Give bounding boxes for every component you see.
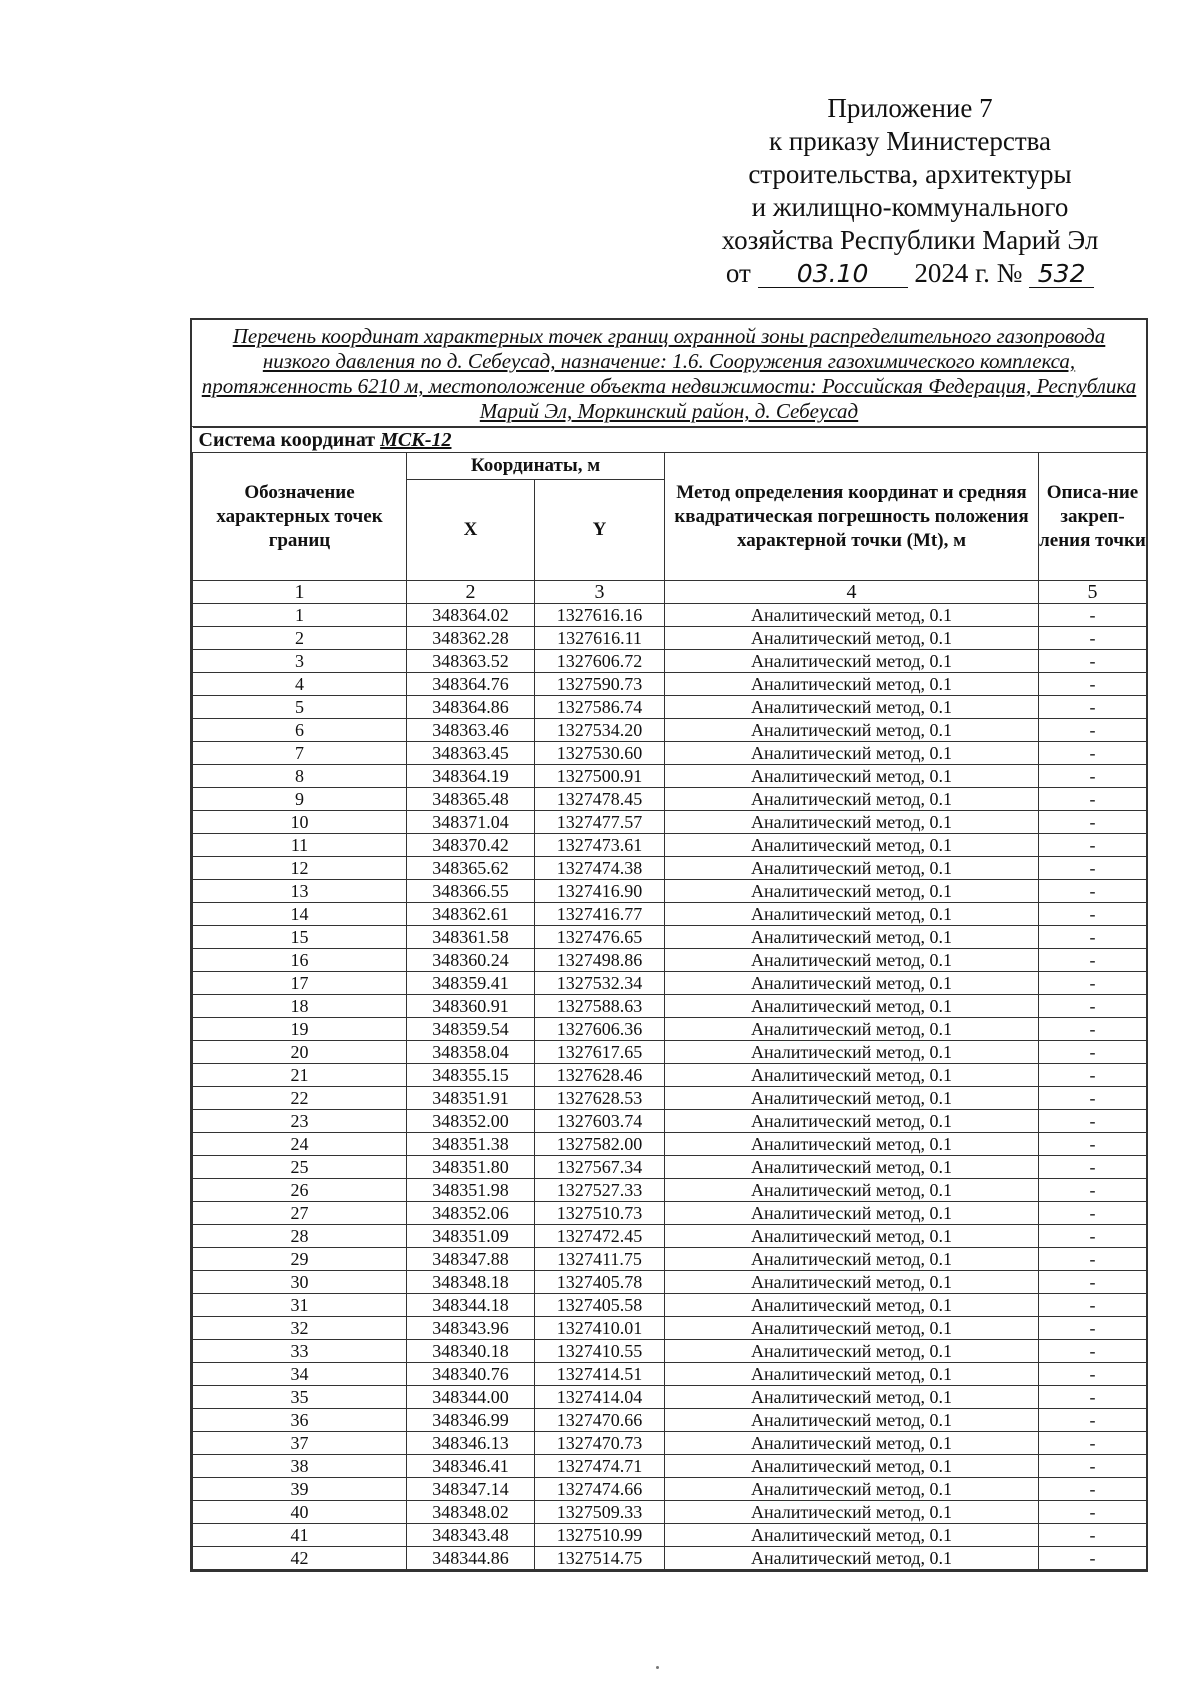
table-row xyxy=(193,696,1147,719)
table-row xyxy=(193,1179,1147,1202)
cell-description: - xyxy=(1039,1547,1147,1570)
cell-point-number: 11 xyxy=(193,834,407,857)
cell-coord-y: 1327414.04 xyxy=(535,1386,665,1409)
cell-method: Аналитический метод, 0.1 xyxy=(665,627,1039,650)
cell-coord-x: 348363.52 xyxy=(407,650,535,673)
table-row xyxy=(193,1455,1147,1478)
table-row xyxy=(193,1271,1147,1294)
col-header-description: Описа-ние закреп-ления точки xyxy=(1039,453,1147,581)
cell-description: - xyxy=(1039,880,1147,903)
table-row xyxy=(193,1064,1147,1087)
cell-method: Аналитический метод, 0.1 xyxy=(665,811,1039,834)
cell-point-number: 2 xyxy=(193,627,407,650)
table-row xyxy=(193,972,1147,995)
coordinate-system-value: МСК-12 xyxy=(380,428,452,451)
cell-coord-y: 1327510.99 xyxy=(535,1524,665,1547)
cell-coord-x: 348366.55 xyxy=(407,880,535,903)
cell-coord-y: 1327411.75 xyxy=(535,1248,665,1271)
cell-point-number: 22 xyxy=(193,1087,407,1110)
cell-point-number: 18 xyxy=(193,995,407,1018)
table-row xyxy=(193,604,1147,627)
cell-coord-x: 348346.41 xyxy=(407,1455,535,1478)
cell-coord-y: 1327532.34 xyxy=(535,972,665,995)
cell-point-number: 40 xyxy=(193,1501,407,1524)
cell-coord-x: 348364.86 xyxy=(407,696,535,719)
cell-point-number: 14 xyxy=(193,903,407,926)
cell-coord-y: 1327474.66 xyxy=(535,1478,665,1501)
cell-coord-y: 1327477.57 xyxy=(535,811,665,834)
cell-description: - xyxy=(1039,788,1147,811)
cell-description: - xyxy=(1039,1133,1147,1156)
cell-method: Аналитический метод, 0.1 xyxy=(665,1110,1039,1133)
cell-description: - xyxy=(1039,811,1147,834)
cell-method: Аналитический метод, 0.1 xyxy=(665,1386,1039,1409)
cell-description: - xyxy=(1039,949,1147,972)
table-row xyxy=(193,1340,1147,1363)
cell-description: - xyxy=(1039,1087,1147,1110)
cell-point-number: 42 xyxy=(193,1547,407,1570)
order-date-line xyxy=(700,257,1120,290)
cell-method: Аналитический метод, 0.1 xyxy=(665,1524,1039,1547)
table-row xyxy=(193,1409,1147,1432)
appendix-header xyxy=(700,92,1120,290)
cell-description: - xyxy=(1039,1386,1147,1409)
cell-point-number: 5 xyxy=(193,696,407,719)
cell-point-number: 37 xyxy=(193,1432,407,1455)
column-number: 5 xyxy=(1039,581,1147,604)
cell-description: - xyxy=(1039,1271,1147,1294)
cell-point-number: 17 xyxy=(193,972,407,995)
cell-point-number: 19 xyxy=(193,1018,407,1041)
cell-description: - xyxy=(1039,1478,1147,1501)
cell-method: Аналитический метод, 0.1 xyxy=(665,742,1039,765)
table-row xyxy=(193,1156,1147,1179)
cell-description: - xyxy=(1039,627,1147,650)
cell-description: - xyxy=(1039,834,1147,857)
cell-method: Аналитический метод, 0.1 xyxy=(665,1156,1039,1179)
cell-description: - xyxy=(1039,1409,1147,1432)
cell-description: - xyxy=(1039,1317,1147,1340)
cell-method: Аналитический метод, 0.1 xyxy=(665,1087,1039,1110)
cell-coord-y: 1327510.73 xyxy=(535,1202,665,1225)
cell-method: Аналитический метод, 0.1 xyxy=(665,995,1039,1018)
table-row xyxy=(193,719,1147,742)
cell-description: - xyxy=(1039,604,1147,627)
cell-coord-y: 1327414.51 xyxy=(535,1363,665,1386)
coordinates-table-frame xyxy=(190,318,1148,1572)
cell-coord-x: 348370.42 xyxy=(407,834,535,857)
cell-description: - xyxy=(1039,1110,1147,1133)
cell-description: - xyxy=(1039,926,1147,949)
table-row xyxy=(193,857,1147,880)
cell-description: - xyxy=(1039,1501,1147,1524)
cell-method: Аналитический метод, 0.1 xyxy=(665,1363,1039,1386)
cell-coord-x: 348346.13 xyxy=(407,1432,535,1455)
cell-method: Аналитический метод, 0.1 xyxy=(665,834,1039,857)
cell-description: - xyxy=(1039,673,1147,696)
cell-point-number: 25 xyxy=(193,1156,407,1179)
cell-coord-y: 1327476.65 xyxy=(535,926,665,949)
cell-point-number: 6 xyxy=(193,719,407,742)
order-number: 532 xyxy=(1029,261,1094,288)
cell-coord-y: 1327498.86 xyxy=(535,949,665,972)
cell-point-number: 39 xyxy=(193,1478,407,1501)
cell-point-number: 20 xyxy=(193,1041,407,1064)
table-row xyxy=(193,650,1147,673)
cell-description: - xyxy=(1039,1363,1147,1386)
cell-coord-x: 348352.06 xyxy=(407,1202,535,1225)
cell-coord-x: 348351.80 xyxy=(407,1156,535,1179)
cell-coord-x: 348344.00 xyxy=(407,1386,535,1409)
cell-point-number: 16 xyxy=(193,949,407,972)
column-number: 4 xyxy=(665,581,1039,604)
cell-coord-y: 1327617.65 xyxy=(535,1041,665,1064)
table-row xyxy=(193,834,1147,857)
cell-method: Аналитический метод, 0.1 xyxy=(665,903,1039,926)
header-line: и жилищно-коммунального xyxy=(751,192,1069,222)
column-number: 3 xyxy=(535,581,665,604)
cell-coord-x: 348344.86 xyxy=(407,1547,535,1570)
cell-description: - xyxy=(1039,1179,1147,1202)
cell-method: Аналитический метод, 0.1 xyxy=(665,1179,1039,1202)
cell-coord-x: 348351.09 xyxy=(407,1225,535,1248)
cell-coord-x: 348351.91 xyxy=(407,1087,535,1110)
cell-description: - xyxy=(1039,742,1147,765)
cell-coord-x: 348352.00 xyxy=(407,1110,535,1133)
table-row xyxy=(193,1041,1147,1064)
cell-coord-x: 348362.28 xyxy=(407,627,535,650)
cell-coord-y: 1327603.74 xyxy=(535,1110,665,1133)
cell-coord-x: 348359.54 xyxy=(407,1018,535,1041)
cell-point-number: 15 xyxy=(193,926,407,949)
cell-description: - xyxy=(1039,972,1147,995)
table-row xyxy=(193,1317,1147,1340)
cell-point-number: 13 xyxy=(193,880,407,903)
table-row xyxy=(193,788,1147,811)
cell-method: Аналитический метод, 0.1 xyxy=(665,972,1039,995)
table-row xyxy=(193,1501,1147,1524)
cell-method: Аналитический метод, 0.1 xyxy=(665,1340,1039,1363)
cell-method: Аналитический метод, 0.1 xyxy=(665,1455,1039,1478)
coordinate-system-row xyxy=(193,428,1147,453)
cell-point-number: 30 xyxy=(193,1271,407,1294)
cell-description: - xyxy=(1039,696,1147,719)
cell-coord-y: 1327527.33 xyxy=(535,1179,665,1202)
cell-coord-y: 1327478.45 xyxy=(535,788,665,811)
cell-method: Аналитический метод, 0.1 xyxy=(665,1432,1039,1455)
cell-coord-y: 1327616.11 xyxy=(535,627,665,650)
cell-coord-x: 348362.61 xyxy=(407,903,535,926)
cell-coord-y: 1327616.16 xyxy=(535,604,665,627)
col-header-coordinates: Координаты, м xyxy=(407,453,665,480)
cell-point-number: 32 xyxy=(193,1317,407,1340)
cell-point-number: 4 xyxy=(193,673,407,696)
cell-coord-y: 1327509.33 xyxy=(535,1501,665,1524)
cell-method: Аналитический метод, 0.1 xyxy=(665,1133,1039,1156)
cell-point-number: 21 xyxy=(193,1064,407,1087)
table-row xyxy=(193,1225,1147,1248)
cell-point-number: 12 xyxy=(193,857,407,880)
cell-coord-y: 1327628.53 xyxy=(535,1087,665,1110)
cell-coord-x: 348365.48 xyxy=(407,788,535,811)
cell-method: Аналитический метод, 0.1 xyxy=(665,765,1039,788)
cell-description: - xyxy=(1039,1018,1147,1041)
cell-coord-y: 1327410.01 xyxy=(535,1317,665,1340)
cell-coord-x: 348364.02 xyxy=(407,604,535,627)
table-row xyxy=(193,949,1147,972)
cell-description: - xyxy=(1039,1248,1147,1271)
table-row xyxy=(193,1110,1147,1133)
cell-coord-y: 1327472.45 xyxy=(535,1225,665,1248)
table-row xyxy=(193,1524,1147,1547)
table-row xyxy=(193,995,1147,1018)
cell-description: - xyxy=(1039,1340,1147,1363)
cell-point-number: 33 xyxy=(193,1340,407,1363)
cell-method: Аналитический метод, 0.1 xyxy=(665,1202,1039,1225)
cell-coord-y: 1327405.58 xyxy=(535,1294,665,1317)
table-row xyxy=(193,1547,1147,1570)
cell-coord-y: 1327474.38 xyxy=(535,857,665,880)
cell-coord-x: 348355.15 xyxy=(407,1064,535,1087)
table-row xyxy=(193,1018,1147,1041)
cell-coord-x: 348371.04 xyxy=(407,811,535,834)
order-date: 03.10 xyxy=(758,261,908,288)
scan-speck xyxy=(656,1666,659,1669)
cell-method: Аналитический метод, 0.1 xyxy=(665,1501,1039,1524)
cell-description: - xyxy=(1039,1064,1147,1087)
cell-coord-y: 1327410.55 xyxy=(535,1340,665,1363)
cell-method: Аналитический метод, 0.1 xyxy=(665,1271,1039,1294)
table-body xyxy=(193,604,1147,1570)
cell-coord-y: 1327416.90 xyxy=(535,880,665,903)
cell-coord-y: 1327416.77 xyxy=(535,903,665,926)
cell-coord-x: 348348.02 xyxy=(407,1501,535,1524)
coordinate-system-label: Система координат xyxy=(198,428,376,451)
column-number: 2 xyxy=(407,581,535,604)
cell-coord-x: 348347.88 xyxy=(407,1248,535,1271)
cell-coord-y: 1327628.46 xyxy=(535,1064,665,1087)
header-line: к приказу Министерства xyxy=(768,126,1052,156)
date-prefix: от xyxy=(725,258,751,288)
cell-coord-y: 1327588.63 xyxy=(535,995,665,1018)
cell-coord-y: 1327606.36 xyxy=(535,1018,665,1041)
cell-description: - xyxy=(1039,1202,1147,1225)
cell-coord-y: 1327474.71 xyxy=(535,1455,665,1478)
cell-method: Аналитический метод, 0.1 xyxy=(665,1041,1039,1064)
cell-description: - xyxy=(1039,1455,1147,1478)
coordinate-system xyxy=(193,428,1147,453)
cell-description: - xyxy=(1039,1432,1147,1455)
cell-point-number: 41 xyxy=(193,1524,407,1547)
cell-point-number: 29 xyxy=(193,1248,407,1271)
cell-coord-x: 348347.14 xyxy=(407,1478,535,1501)
cell-coord-x: 348346.99 xyxy=(407,1409,535,1432)
coordinates-table xyxy=(192,427,1147,1570)
cell-coord-x: 348348.18 xyxy=(407,1271,535,1294)
cell-point-number: 1 xyxy=(193,604,407,627)
cell-coord-y: 1327590.73 xyxy=(535,673,665,696)
cell-method: Аналитический метод, 0.1 xyxy=(665,880,1039,903)
cell-coord-x: 348340.76 xyxy=(407,1363,535,1386)
cell-coord-x: 348358.04 xyxy=(407,1041,535,1064)
cell-description: - xyxy=(1039,903,1147,926)
cell-coord-y: 1327405.78 xyxy=(535,1271,665,1294)
cell-coord-x: 348343.96 xyxy=(407,1317,535,1340)
cell-coord-x: 348364.19 xyxy=(407,765,535,788)
cell-coord-y: 1327473.61 xyxy=(535,834,665,857)
cell-coord-y: 1327530.60 xyxy=(535,742,665,765)
cell-point-number: 23 xyxy=(193,1110,407,1133)
header-line: Приложение 7 xyxy=(827,93,993,123)
cell-method: Аналитический метод, 0.1 xyxy=(665,696,1039,719)
cell-method: Аналитический метод, 0.1 xyxy=(665,1409,1039,1432)
cell-coord-x: 348351.38 xyxy=(407,1133,535,1156)
table-row xyxy=(193,880,1147,903)
cell-point-number: 35 xyxy=(193,1386,407,1409)
cell-description: - xyxy=(1039,857,1147,880)
cell-description: - xyxy=(1039,1294,1147,1317)
table-row xyxy=(193,1363,1147,1386)
table-row xyxy=(193,1248,1147,1271)
table-row xyxy=(193,673,1147,696)
table-row xyxy=(193,1087,1147,1110)
table-row xyxy=(193,903,1147,926)
cell-coord-x: 348343.48 xyxy=(407,1524,535,1547)
cell-coord-x: 348363.46 xyxy=(407,719,535,742)
cell-point-number: 8 xyxy=(193,765,407,788)
table-row xyxy=(193,627,1147,650)
cell-method: Аналитический метод, 0.1 xyxy=(665,1248,1039,1271)
cell-method: Аналитический метод, 0.1 xyxy=(665,1064,1039,1087)
order-year: 2024 г. № xyxy=(914,258,1023,288)
table-row xyxy=(193,1432,1147,1455)
cell-method: Аналитический метод, 0.1 xyxy=(665,719,1039,742)
cell-method: Аналитический метод, 0.1 xyxy=(665,1478,1039,1501)
cell-method: Аналитический метод, 0.1 xyxy=(665,1317,1039,1340)
cell-description: - xyxy=(1039,995,1147,1018)
cell-description: - xyxy=(1039,1524,1147,1547)
cell-coord-x: 348360.24 xyxy=(407,949,535,972)
col-header-x: X xyxy=(407,480,535,581)
column-number-row xyxy=(193,581,1147,604)
cell-point-number: 7 xyxy=(193,742,407,765)
cell-coord-y: 1327586.74 xyxy=(535,696,665,719)
cell-description: - xyxy=(1039,765,1147,788)
cell-coord-x: 348363.45 xyxy=(407,742,535,765)
cell-method: Аналитический метод, 0.1 xyxy=(665,1294,1039,1317)
cell-method: Аналитический метод, 0.1 xyxy=(665,650,1039,673)
cell-coord-x: 348361.58 xyxy=(407,926,535,949)
table-row xyxy=(193,1133,1147,1156)
column-number: 1 xyxy=(193,581,407,604)
cell-point-number: 3 xyxy=(193,650,407,673)
cell-coord-x: 348351.98 xyxy=(407,1179,535,1202)
cell-description: - xyxy=(1039,719,1147,742)
cell-point-number: 9 xyxy=(193,788,407,811)
cell-point-number: 28 xyxy=(193,1225,407,1248)
cell-coord-y: 1327500.91 xyxy=(535,765,665,788)
col-header-y: Y xyxy=(535,480,665,581)
cell-point-number: 27 xyxy=(193,1202,407,1225)
cell-coord-x: 348365.62 xyxy=(407,857,535,880)
col-header-designation: Обозначение характерных точек границ xyxy=(193,453,407,581)
cell-coord-y: 1327606.72 xyxy=(535,650,665,673)
cell-coord-y: 1327470.73 xyxy=(535,1432,665,1455)
cell-method: Аналитический метод, 0.1 xyxy=(665,604,1039,627)
cell-method: Аналитический метод, 0.1 xyxy=(665,926,1039,949)
col-header-method: Метод определения координат и средняя квадратическая погрешность положения характерной точки (Mt), м xyxy=(665,453,1039,581)
cell-point-number: 10 xyxy=(193,811,407,834)
cell-coord-x: 348360.91 xyxy=(407,995,535,1018)
table-row xyxy=(193,742,1147,765)
cell-point-number: 26 xyxy=(193,1179,407,1202)
cell-coord-x: 348344.18 xyxy=(407,1294,535,1317)
table-row xyxy=(193,811,1147,834)
table-title: Перечень координат характерных точек границ охранной зоны распределительного газопровода низкого давления по д. Себеусад, назначение: 1.6. Сооружения газохимического комплекса, протяженность 6210 м, местоположение объекта недвижимости: Российская Федерация, Республика Марий Эл, Моркинский район, д. Себеусад xyxy=(192,320,1146,427)
cell-coord-y: 1327514.75 xyxy=(535,1547,665,1570)
cell-description: - xyxy=(1039,1156,1147,1179)
header-line: строительства, архитектуры xyxy=(748,159,1072,189)
cell-method: Аналитический метод, 0.1 xyxy=(665,788,1039,811)
cell-coord-y: 1327534.20 xyxy=(535,719,665,742)
cell-method: Аналитический метод, 0.1 xyxy=(665,1547,1039,1570)
cell-method: Аналитический метод, 0.1 xyxy=(665,857,1039,880)
cell-point-number: 31 xyxy=(193,1294,407,1317)
cell-point-number: 24 xyxy=(193,1133,407,1156)
table-row xyxy=(193,1294,1147,1317)
cell-point-number: 34 xyxy=(193,1363,407,1386)
cell-method: Аналитический метод, 0.1 xyxy=(665,673,1039,696)
cell-coord-x: 348359.41 xyxy=(407,972,535,995)
cell-description: - xyxy=(1039,1225,1147,1248)
cell-description: - xyxy=(1039,650,1147,673)
table-row xyxy=(193,765,1147,788)
cell-coord-y: 1327470.66 xyxy=(535,1409,665,1432)
cell-description: - xyxy=(1039,1041,1147,1064)
table-row xyxy=(193,1478,1147,1501)
table-row xyxy=(193,1202,1147,1225)
cell-coord-x: 348364.76 xyxy=(407,673,535,696)
header-line: хозяйства Республики Марий Эл xyxy=(721,225,1099,255)
table-row xyxy=(193,1386,1147,1409)
cell-method: Аналитический метод, 0.1 xyxy=(665,949,1039,972)
table-row xyxy=(193,926,1147,949)
cell-method: Аналитический метод, 0.1 xyxy=(665,1018,1039,1041)
cell-point-number: 38 xyxy=(193,1455,407,1478)
cell-coord-y: 1327582.00 xyxy=(535,1133,665,1156)
cell-method: Аналитический метод, 0.1 xyxy=(665,1225,1039,1248)
cell-coord-y: 1327567.34 xyxy=(535,1156,665,1179)
cell-coord-x: 348340.18 xyxy=(407,1340,535,1363)
cell-point-number: 36 xyxy=(193,1409,407,1432)
